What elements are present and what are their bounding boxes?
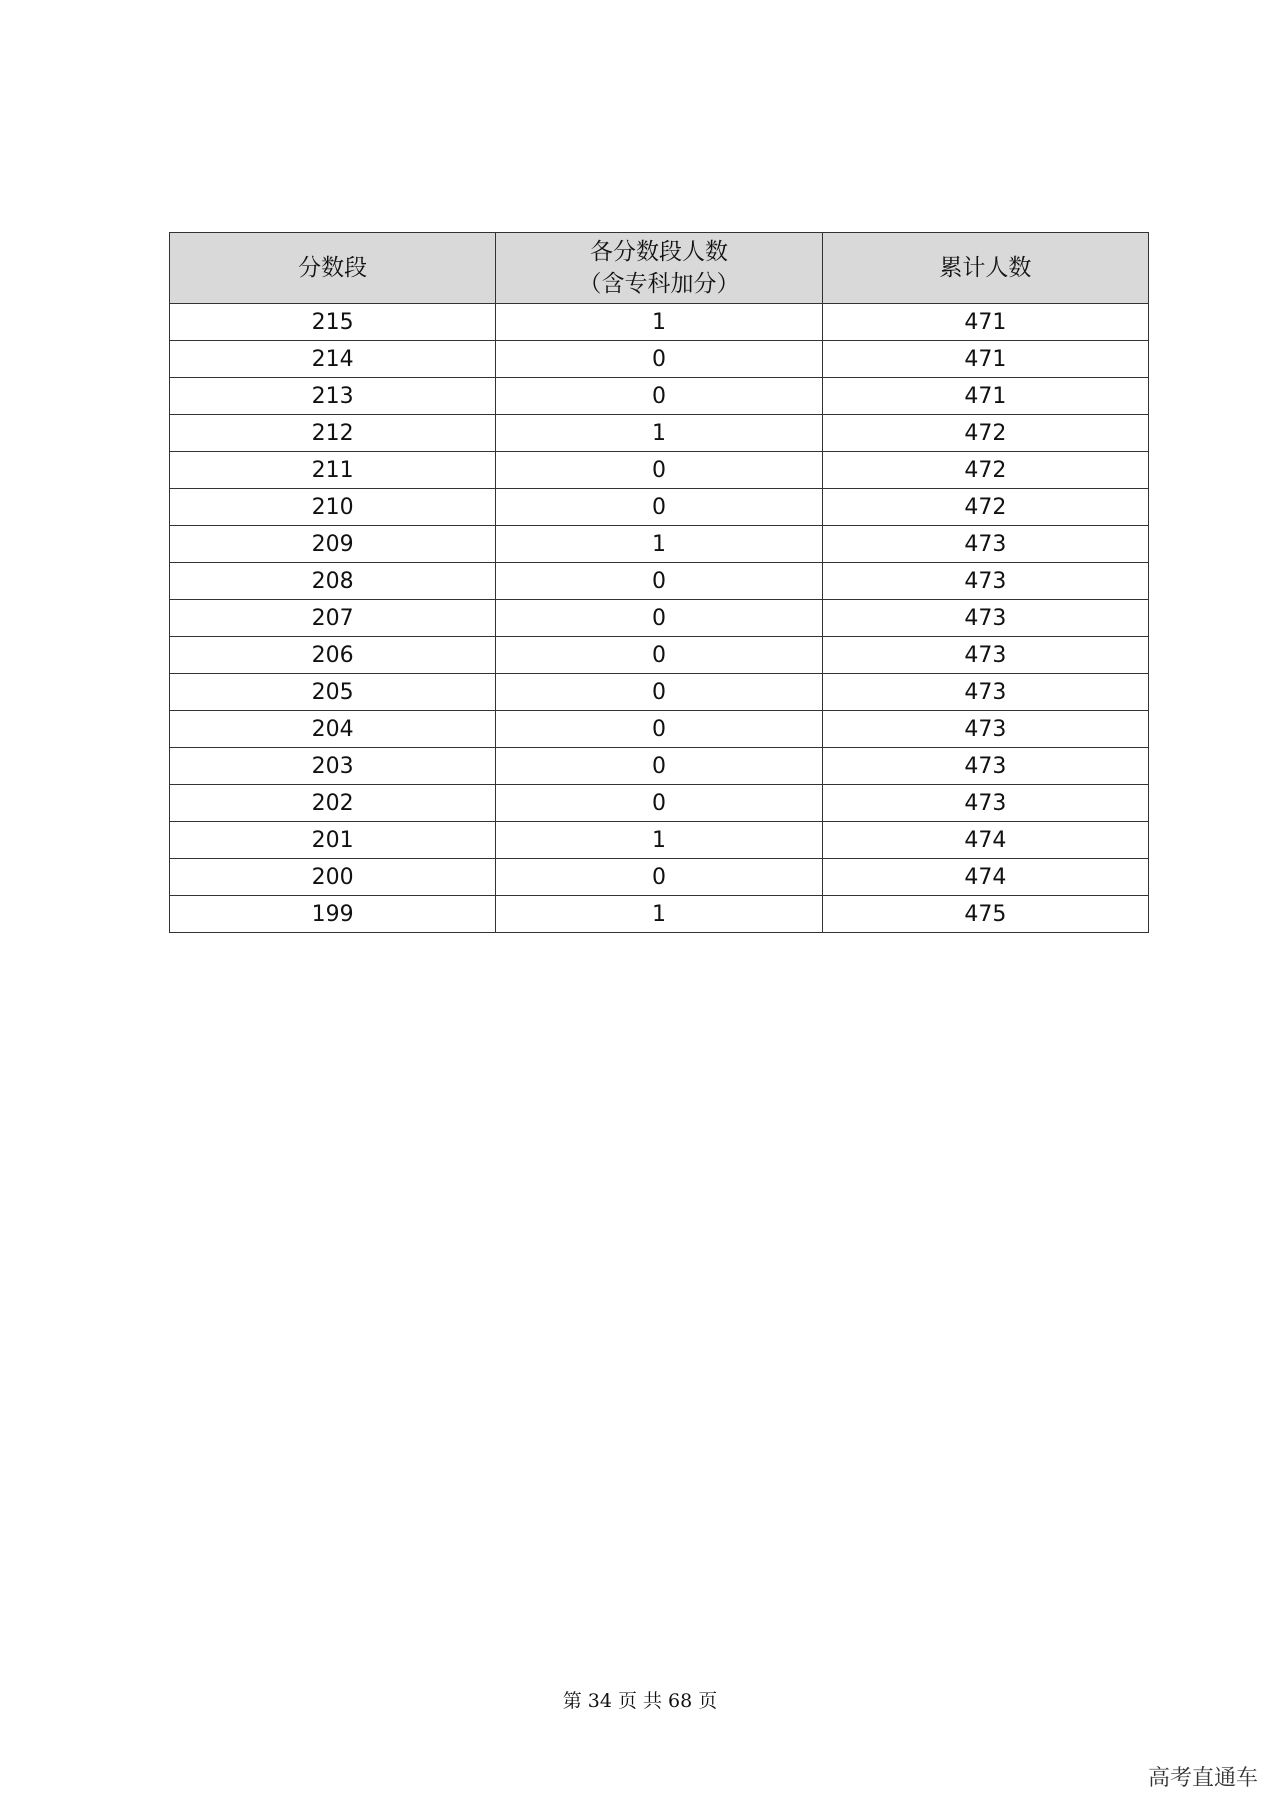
- table-row: [170, 711, 1149, 748]
- cell-cumulative-count: 473: [822, 637, 1148, 674]
- cell-segment-count: 0: [496, 563, 822, 600]
- cell-segment-count: 0: [496, 711, 822, 748]
- cell-score: 204: [170, 711, 496, 748]
- cell-segment-count: 1: [496, 526, 822, 563]
- header-score-range-label: 分数段: [298, 255, 368, 281]
- cell-score: 207: [170, 600, 496, 637]
- cell-score: 200: [170, 859, 496, 896]
- table-header: [170, 233, 1149, 304]
- header-segment-count-label: 各分数段人数: [589, 239, 728, 265]
- cell-cumulative-count: 473: [822, 785, 1148, 822]
- cell-cumulative-count: 474: [822, 822, 1148, 859]
- cell-cumulative-count: 472: [822, 489, 1148, 526]
- cell-cumulative-count: 473: [822, 711, 1148, 748]
- table-row: [170, 563, 1149, 600]
- cell-segment-count: 0: [496, 785, 822, 822]
- header-score-range: [170, 233, 496, 304]
- footer-total-word: 共: [643, 1690, 663, 1712]
- cell-segment-count: 1: [496, 415, 822, 452]
- cell-score: 215: [170, 304, 496, 341]
- table-row: [170, 304, 1149, 341]
- cell-segment-count: 0: [496, 748, 822, 785]
- table-row: [170, 378, 1149, 415]
- score-distribution-table: [169, 232, 1149, 933]
- table-row: [170, 674, 1149, 711]
- footer-suffix: 页: [698, 1690, 718, 1712]
- table-row: [170, 600, 1149, 637]
- cell-cumulative-count: 473: [822, 674, 1148, 711]
- table-row: [170, 785, 1149, 822]
- cell-score: 203: [170, 748, 496, 785]
- header-segment-count-note: （含专科加分）: [578, 271, 740, 297]
- table-row: [170, 526, 1149, 563]
- cell-segment-count: 0: [496, 859, 822, 896]
- table-row: [170, 415, 1149, 452]
- cell-score: 208: [170, 563, 496, 600]
- cell-score: 214: [170, 341, 496, 378]
- cell-segment-count: 0: [496, 452, 822, 489]
- cell-segment-count: 0: [496, 600, 822, 637]
- cell-score: 211: [170, 452, 496, 489]
- cell-score: 210: [170, 489, 496, 526]
- cell-score: 202: [170, 785, 496, 822]
- header-cumulative-count: [822, 233, 1148, 304]
- cell-cumulative-count: 472: [822, 452, 1148, 489]
- cell-cumulative-count: 471: [822, 304, 1148, 341]
- table-row: [170, 637, 1149, 674]
- header-row: [170, 233, 1149, 304]
- cell-cumulative-count: 473: [822, 748, 1148, 785]
- footer-current-page: 34: [587, 1690, 612, 1712]
- cell-cumulative-count: 471: [822, 378, 1148, 415]
- table-row: [170, 341, 1149, 378]
- header-cumulative-count-label: 累计人数: [939, 255, 1032, 281]
- footer-page-word: 页: [617, 1690, 637, 1712]
- cell-score: 209: [170, 526, 496, 563]
- footer-prefix: 第: [562, 1690, 582, 1712]
- cell-cumulative-count: 474: [822, 859, 1148, 896]
- cell-segment-count: 0: [496, 378, 822, 415]
- table-row: [170, 896, 1149, 933]
- cell-segment-count: 1: [496, 896, 822, 933]
- cell-score: 201: [170, 822, 496, 859]
- cell-segment-count: 1: [496, 304, 822, 341]
- cell-score: 213: [170, 378, 496, 415]
- cell-segment-count: 0: [496, 341, 822, 378]
- cell-score: 199: [170, 896, 496, 933]
- footer-total-pages: 68: [668, 1690, 693, 1712]
- cell-score: 212: [170, 415, 496, 452]
- cell-cumulative-count: 472: [822, 415, 1148, 452]
- cell-cumulative-count: 471: [822, 341, 1148, 378]
- cell-cumulative-count: 473: [822, 600, 1148, 637]
- cell-cumulative-count: 475: [822, 896, 1148, 933]
- cell-segment-count: 1: [496, 822, 822, 859]
- table-row: [170, 748, 1149, 785]
- cell-segment-count: 0: [496, 637, 822, 674]
- cell-cumulative-count: 473: [822, 563, 1148, 600]
- table-row: [170, 489, 1149, 526]
- header-segment-count: [496, 233, 822, 304]
- page-footer: [0, 1686, 1280, 1713]
- table-body: [170, 304, 1149, 933]
- cell-segment-count: 0: [496, 489, 822, 526]
- cell-segment-count: 0: [496, 674, 822, 711]
- cell-cumulative-count: 473: [822, 526, 1148, 563]
- table-row: [170, 452, 1149, 489]
- table-row: [170, 859, 1149, 896]
- watermark: 高考直通车: [1147, 1766, 1258, 1791]
- table-row: [170, 822, 1149, 859]
- cell-score: 205: [170, 674, 496, 711]
- cell-score: 206: [170, 637, 496, 674]
